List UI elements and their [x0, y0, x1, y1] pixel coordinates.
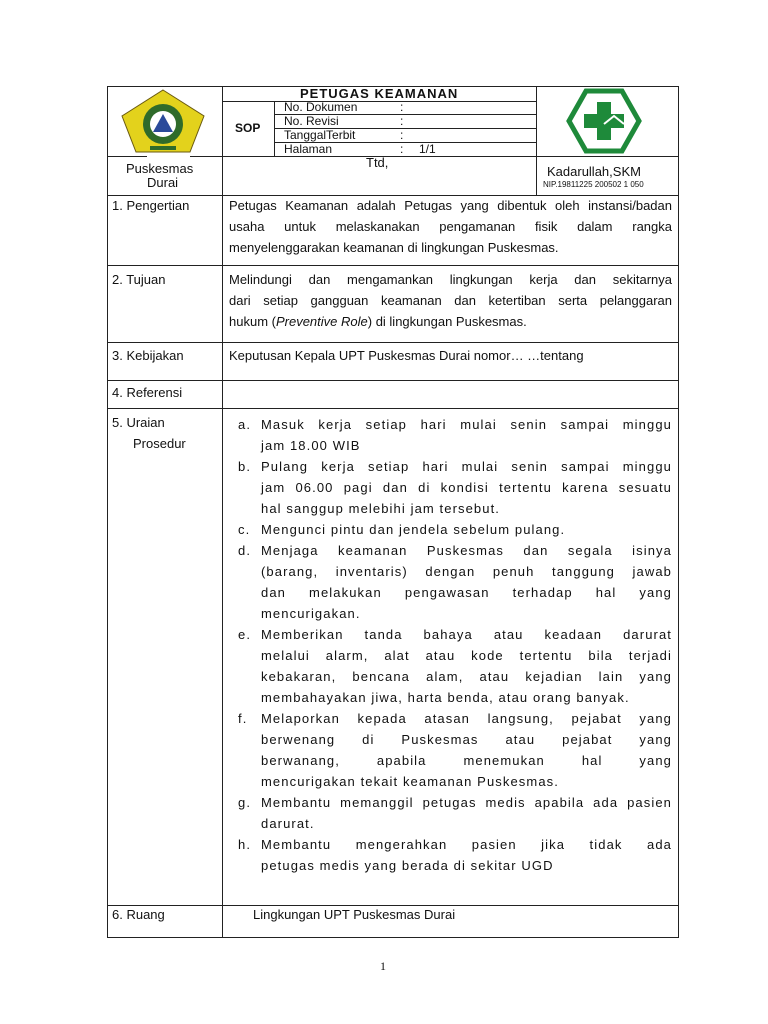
section-label: 4. Referensi — [112, 385, 183, 400]
line — [229, 311, 672, 332]
field-label: No. Revisi — [284, 114, 339, 128]
line: Melaporkan kepada atasan langsung, pejabat yang — [261, 711, 672, 726]
section-label: 5. Uraian — [112, 415, 165, 430]
line: Membantu memanggil petugas medis apabila ada pasien — [261, 795, 672, 810]
field-sep: : — [400, 142, 404, 156]
line: jam 06.00 pagi dan di kondisi tertentu karena sesuatu — [261, 480, 672, 495]
line: mencurigakan. — [261, 606, 361, 621]
line: darurat. — [261, 816, 315, 831]
item-marker: h. — [238, 837, 252, 852]
procedure-item — [238, 540, 672, 624]
section-label: 6. Ruang — [112, 907, 165, 922]
field-value-halaman: 1/1 — [419, 142, 436, 156]
section-kebijakan: Keputusan Kepala UPT Puskesmas Durai nomor… …tentang — [229, 348, 584, 363]
item-marker: b. — [238, 459, 252, 474]
signer-name: Kadarullah,SKM — [547, 164, 641, 179]
text: ) di lingkungan Puskesmas. — [367, 314, 527, 329]
section-pengertian — [229, 195, 672, 258]
line: Melindungi dan mengamankan lingkungan kerja dan sekitarnya — [229, 272, 672, 287]
doc-title: PETUGAS KEAMANAN — [300, 86, 459, 101]
item-marker: e. — [238, 627, 252, 642]
procedure-item — [238, 834, 672, 876]
section-label: 2. Tujuan — [112, 272, 166, 287]
section-label: 3. Kebijakan — [112, 348, 184, 363]
section-label: 1. Pengertian — [112, 198, 190, 213]
line: menyelenggarakan keamanan di lingkungan Puskesmas. — [229, 240, 559, 255]
field-label: No. Dokumen — [284, 100, 358, 114]
line: mencurigakan tekait keamanan Puskesmas. — [261, 774, 559, 789]
line: Pulang kerja setiap hari mulai senin sampai minggu — [261, 459, 672, 474]
item-marker: a. — [238, 417, 252, 432]
sop-label: SOP — [235, 121, 261, 135]
signature-label: Ttd, — [366, 155, 389, 170]
field-sep: : — [400, 100, 404, 114]
line: Menjaga keamanan Puskesmas dan segala isinya — [261, 543, 672, 558]
field-label: Halaman — [284, 142, 333, 156]
line: usaha untuk melaskanakan pengamanan fisik dalam rangka — [229, 219, 672, 234]
procedure-item — [238, 624, 672, 708]
line: berwanang, apabila menemukan hal yang — [261, 753, 672, 768]
page-number: 1 — [380, 959, 386, 973]
regency-logo — [120, 88, 206, 154]
line: (barang, inventaris) dengan penuh tanggung jawab — [261, 564, 672, 579]
item-marker: d. — [238, 543, 252, 558]
puskesmas-logo — [566, 88, 642, 154]
line: Membantu mengerahkan pasien jika tidak ada — [261, 837, 672, 852]
item-marker: g. — [238, 795, 252, 810]
procedure-item — [238, 414, 672, 456]
line: kebakaran, bencana alam, atau kejadian lain yang — [261, 669, 672, 684]
line: hal sanggup melebihi jam tersebut. — [261, 501, 501, 516]
line: Memberikan tanda bahaya atau keadaan darurat — [261, 627, 672, 642]
field-label: TanggalTerbit — [284, 128, 356, 142]
field-sep: : — [400, 128, 404, 142]
line: dan melakukan pengawasan terhadap hal yang — [261, 585, 672, 600]
procedure-item — [238, 708, 672, 792]
signer-nip: NIP.19811225 200502 1 050 — [543, 180, 644, 189]
procedure-item — [238, 792, 672, 834]
org-name: Durai — [147, 175, 179, 190]
line: jam 18.00 WIB — [261, 438, 361, 453]
line: melalui alarm, alat atau kode tertentu bila terjadi — [261, 648, 672, 663]
section-tujuan — [229, 269, 672, 332]
line: membahayakan jiwa, harta benda, atau orang banyak. — [261, 690, 630, 705]
line: dari setiap gangguan keamanan dan ketertiban serta pelanggaran — [229, 293, 672, 308]
line: Mengunci pintu dan jendela sebelum pulang. — [261, 522, 566, 537]
section-label: Prosedur — [133, 436, 186, 451]
org-name: Puskesmas — [126, 161, 194, 176]
line: Masuk kerja setiap hari mulai senin sampai minggu — [261, 417, 672, 432]
line: petugas medis yang berada di sekitar UGD — [261, 858, 554, 873]
line: berwenang di Puskesmas atau pejabat yang — [261, 732, 672, 747]
section-ruang: Lingkungan UPT Puskesmas Durai — [253, 907, 456, 922]
procedure-item — [238, 519, 672, 540]
line: Petugas Keamanan adalah Petugas yang dibentuk oleh instansi/badan — [229, 198, 672, 213]
item-marker: c. — [238, 522, 251, 537]
text: hukum ( — [229, 314, 276, 329]
item-marker: f. — [238, 711, 248, 726]
field-sep: : — [400, 114, 404, 128]
procedure-item — [238, 456, 672, 519]
text: Preventive Role — [275, 314, 368, 329]
